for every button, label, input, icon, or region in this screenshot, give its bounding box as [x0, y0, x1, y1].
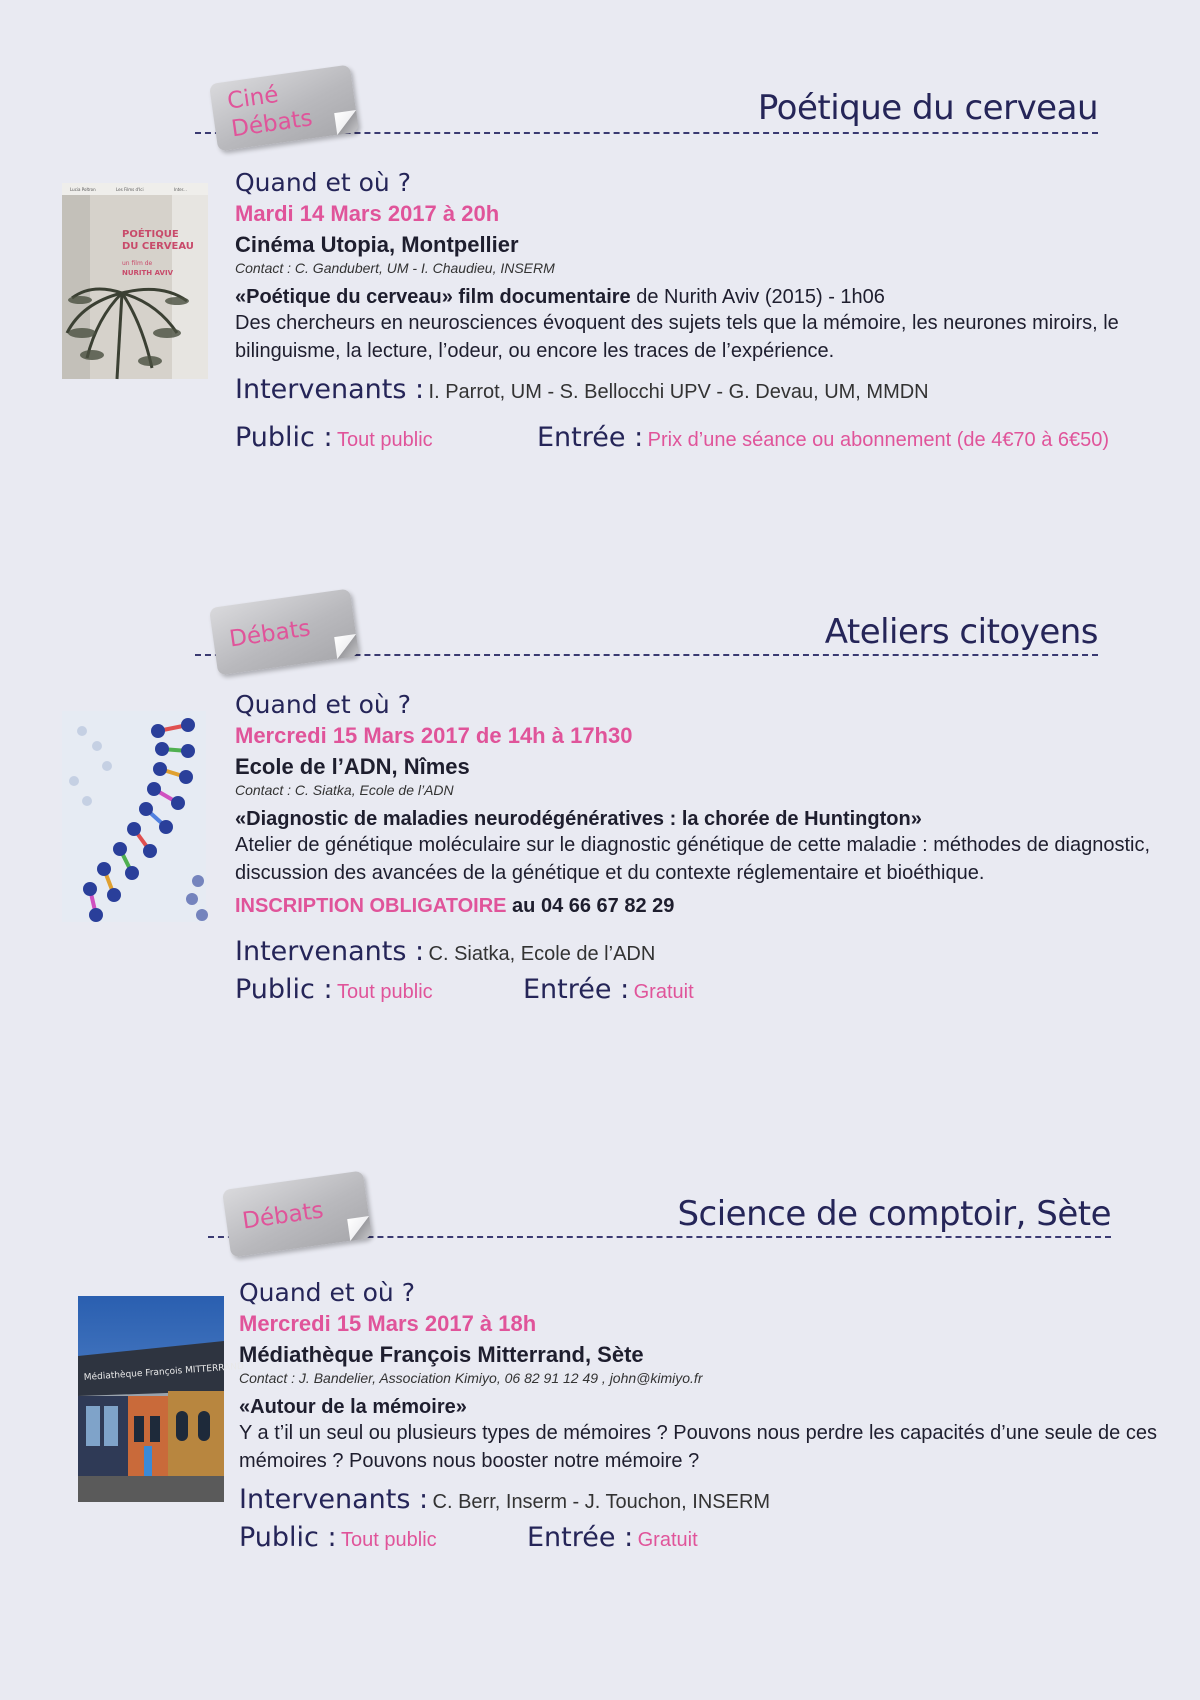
speakers-value: I. Parrot, UM - S. Bellocchi UPV - G. Devau, UM, MMDN: [428, 381, 929, 403]
public-row: [235, 974, 433, 1005]
event-date: Mardi 14 Mars 2017 à 20h: [235, 201, 500, 226]
tag-line: Débats: [229, 105, 315, 143]
event-venue: Cinéma Utopia, Montpellier: [235, 232, 519, 257]
subject-bold: «Autour de la mémoire»: [239, 1396, 467, 1418]
poster-art: [62, 183, 208, 379]
event-subject: [239, 1396, 1169, 1419]
event-details: [235, 168, 1165, 365]
poster-credit: Inter...: [174, 187, 187, 192]
poster-author: NURITH AVIV: [122, 269, 173, 277]
entry-row: [523, 974, 694, 1005]
film-poster: [62, 183, 208, 379]
dna-image: [62, 711, 206, 922]
event-venue: Médiathèque François Mitterrand, Sète: [239, 1342, 644, 1367]
category-tag: [209, 588, 359, 675]
speakers-row: [235, 374, 929, 405]
entry-label: Entrée :: [527, 1522, 634, 1553]
public-value: Tout public: [337, 981, 433, 1003]
public-row: [235, 422, 433, 453]
event-date: Mercredi 15 Mars 2017 à 18h: [239, 1311, 537, 1336]
speakers-value: C. Berr, Inserm - J. Touchon, INSERM: [432, 1491, 771, 1513]
entry-label: Entrée :: [537, 422, 644, 453]
building-sign: Médiathèque François MITTERRAND: [83, 1361, 245, 1383]
tag-line: Ciné: [225, 81, 281, 115]
entry-label: Entrée :: [523, 974, 630, 1005]
event-contact: Contact : J. Bandelier, Association Kimiyo, 06 82 91 12 49 , john@kimiyo.fr: [239, 1370, 703, 1386]
event-date: Mercredi 15 Mars 2017 de 14h à 17h30: [235, 723, 633, 748]
entry-value: Gratuit: [633, 981, 694, 1003]
subject-rest: de Nurith Aviv (2015) - 1h06: [630, 286, 885, 308]
speakers-value: C. Siatka, Ecole de l’ADN: [428, 943, 656, 965]
entry-row: [537, 422, 1109, 453]
speakers-label: Intervenants :: [235, 936, 425, 967]
mediatheque-photo: [78, 1296, 245, 1502]
subject-bold: «Poétique du cerveau» film documentaire: [235, 286, 631, 308]
event-subject: [235, 286, 1165, 309]
poster-credit: Lucia Poltron: [70, 187, 96, 192]
poster-credit: Les Films d'Ici: [116, 187, 144, 192]
registration-phone: au 04 66 67 82 29: [506, 895, 675, 917]
entry-row: [527, 1522, 698, 1553]
entry-value: Gratuit: [637, 1529, 698, 1551]
when-where-heading: Quand et où ?: [239, 1278, 415, 1307]
event-subject: [235, 808, 1165, 831]
entry-value: Prix d’une séance ou abonnement (de 4€70 à 6€50): [647, 429, 1110, 451]
registration-required: INSCRIPTION OBLIGATOIRE: [235, 895, 507, 917]
public-row: [239, 1522, 437, 1553]
event-venue: Ecole de l’ADN, Nîmes: [235, 754, 470, 779]
speakers-row: [235, 936, 655, 967]
building-photo-art: [78, 1296, 245, 1502]
category-tag: [209, 64, 359, 151]
event-description: Y a t’il un seul ou plusieurs types de mémoires ? Pouvons nous perdre les capacités d’une seule de ces mémoires ? Pouvons nous booster notre mémoire ?: [239, 1422, 1157, 1472]
when-where-heading: Quand et où ?: [235, 168, 411, 197]
speakers-label: Intervenants :: [235, 374, 425, 405]
poster-subtitle: un film de: [122, 260, 153, 267]
event-details: [235, 690, 1165, 918]
public-label: Public :: [239, 1522, 337, 1553]
event-contact: Contact : C. Siatka, Ecole de l’ADN: [235, 782, 454, 798]
speakers-label: Intervenants :: [239, 1484, 429, 1515]
tag-line: Débats: [227, 615, 313, 653]
public-label: Public :: [235, 974, 333, 1005]
event-details: [239, 1278, 1169, 1475]
poster-title: POÉTIQUE: [122, 229, 179, 240]
event-title: Ateliers citoyens: [824, 612, 1098, 652]
poster-title: DU CERVEAU: [122, 241, 194, 252]
event-description: Atelier de génétique moléculaire sur le diagnostic génétique de cette maladie : méthodes de diagnostic, discussion des avancées de la génétique et du contexte réglementaire et bioéthique.: [235, 834, 1151, 884]
subject-bold: «Diagnostic de maladies neurodégénératives : la chorée de Huntington»: [235, 808, 922, 830]
category-tag: [222, 1170, 372, 1257]
dna-helix-art: [62, 711, 206, 922]
event-description: Des chercheurs en neurosciences évoquent des sujets tels que la mémoire, les neurones miroirs, le bilinguisme, la lecture, l’odeur, ou encore les traces de l’expérience.: [235, 312, 1119, 362]
registration-note: [235, 895, 1165, 918]
public-label: Public :: [235, 422, 333, 453]
event-title: Science de comptoir, Sète: [677, 1194, 1111, 1234]
when-where-heading: Quand et où ?: [235, 690, 411, 719]
event-title: Poétique du cerveau: [757, 88, 1098, 128]
public-value: Tout public: [337, 429, 433, 451]
public-value: Tout public: [341, 1529, 437, 1551]
speakers-row: [239, 1484, 770, 1515]
tag-line: Débats: [240, 1197, 326, 1235]
event-contact: Contact : C. Gandubert, UM - I. Chaudieu, INSERM: [235, 260, 555, 276]
